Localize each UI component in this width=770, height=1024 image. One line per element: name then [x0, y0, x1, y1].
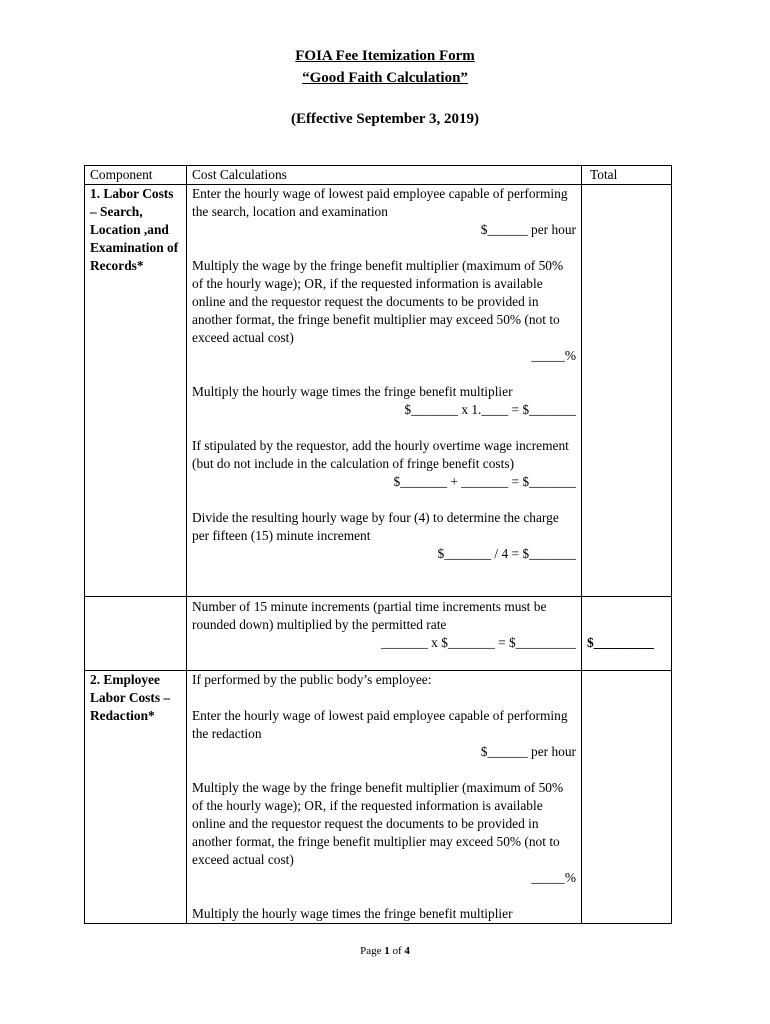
page-total: 4	[404, 945, 410, 957]
header-cost-calculations: Cost Calculations	[187, 166, 582, 185]
fee-itemization-table	[84, 165, 672, 924]
cost-calc-cell	[187, 185, 582, 597]
component-cell	[85, 597, 187, 671]
page-prefix: Page	[360, 945, 385, 957]
component-labor-search: 1. Labor Costs – Search, Location ,and Examination of Records*	[85, 185, 187, 597]
effective-date: (Effective September 3, 2019)	[291, 111, 479, 127]
header-component: Component	[85, 166, 187, 185]
fringe-percent-blank[interactable]: _____%	[531, 348, 576, 363]
quarter-hour-blank[interactable]: $_______ / 4 = $_______	[437, 546, 576, 561]
header-total: Total	[582, 166, 672, 185]
table-row	[85, 671, 672, 924]
hourly-wage-blank[interactable]: $______ per hour	[480, 744, 576, 759]
instruction-text: If stipulated by the requestor, add the hourly overtime wage increment (but do not include in the calculation of fringe benefit costs)	[192, 438, 569, 471]
total-cell	[582, 671, 672, 924]
increments-blank[interactable]: _______ x $_______ = $_________	[380, 635, 576, 650]
instruction-text: Divide the resulting hourly wage by four (4) to determine the charge per fifteen (15) minute increment	[192, 510, 559, 543]
fringe-percent-blank[interactable]: _____%	[531, 870, 576, 885]
overtime-blank[interactable]: $_______ + _______ = $_______	[393, 474, 576, 489]
instruction-text: Number of 15 minute increments (partial time increments must be rounded down) multiplied by the permitted rate	[192, 599, 547, 632]
total-cell	[582, 185, 672, 597]
instruction-text: Multiply the hourly wage times the fringe benefit multiplier	[192, 906, 513, 921]
instruction-text: Enter the hourly wage of lowest paid employee capable of performing the search, location and examination	[192, 186, 568, 219]
cost-calc-cell	[187, 597, 582, 671]
total-cell	[582, 597, 672, 671]
table-row	[85, 597, 672, 671]
labor-search-total-blank[interactable]: $_________	[587, 635, 654, 650]
form-subtitle: “Good Faith Calculation”	[302, 70, 468, 86]
instruction-text: Enter the hourly wage of lowest paid employee capable of performing the redaction	[192, 708, 568, 741]
table-header-row	[85, 166, 672, 185]
form-title: FOIA Fee Itemization Form	[295, 48, 475, 64]
instruction-text: Multiply the wage by the fringe benefit multiplier (maximum of 50% of the hourly wage); OR, if the requested information is available online and the requestor request the documents to be provided in another format, the fringe benefit multiplier may exceed 50% (not to exceed actual cost)	[192, 258, 564, 345]
hourly-wage-blank[interactable]: $______ per hour	[480, 222, 576, 237]
component-labor-redaction: 2. Employee Labor Costs – Redaction*	[85, 671, 187, 924]
wage-times-multiplier-blank[interactable]: $_______ x 1.____ = $_______	[404, 402, 576, 417]
page-footer	[0, 945, 770, 957]
instruction-text: Multiply the wage by the fringe benefit multiplier (maximum of 50% of the hourly wage); OR, if the requested information is available online and the requestor request the documents to be provided in another format, the fringe benefit multiplier may exceed 50% (not to exceed actual cost)	[192, 780, 564, 867]
instruction-text: Multiply the hourly wage times the fringe benefit multiplier	[192, 384, 513, 399]
table-row	[85, 185, 672, 597]
instruction-text: If performed by the public body’s employee:	[192, 672, 432, 687]
cost-calc-cell	[187, 671, 582, 924]
page-mid: of	[389, 945, 405, 957]
page-number: 1	[384, 945, 390, 957]
